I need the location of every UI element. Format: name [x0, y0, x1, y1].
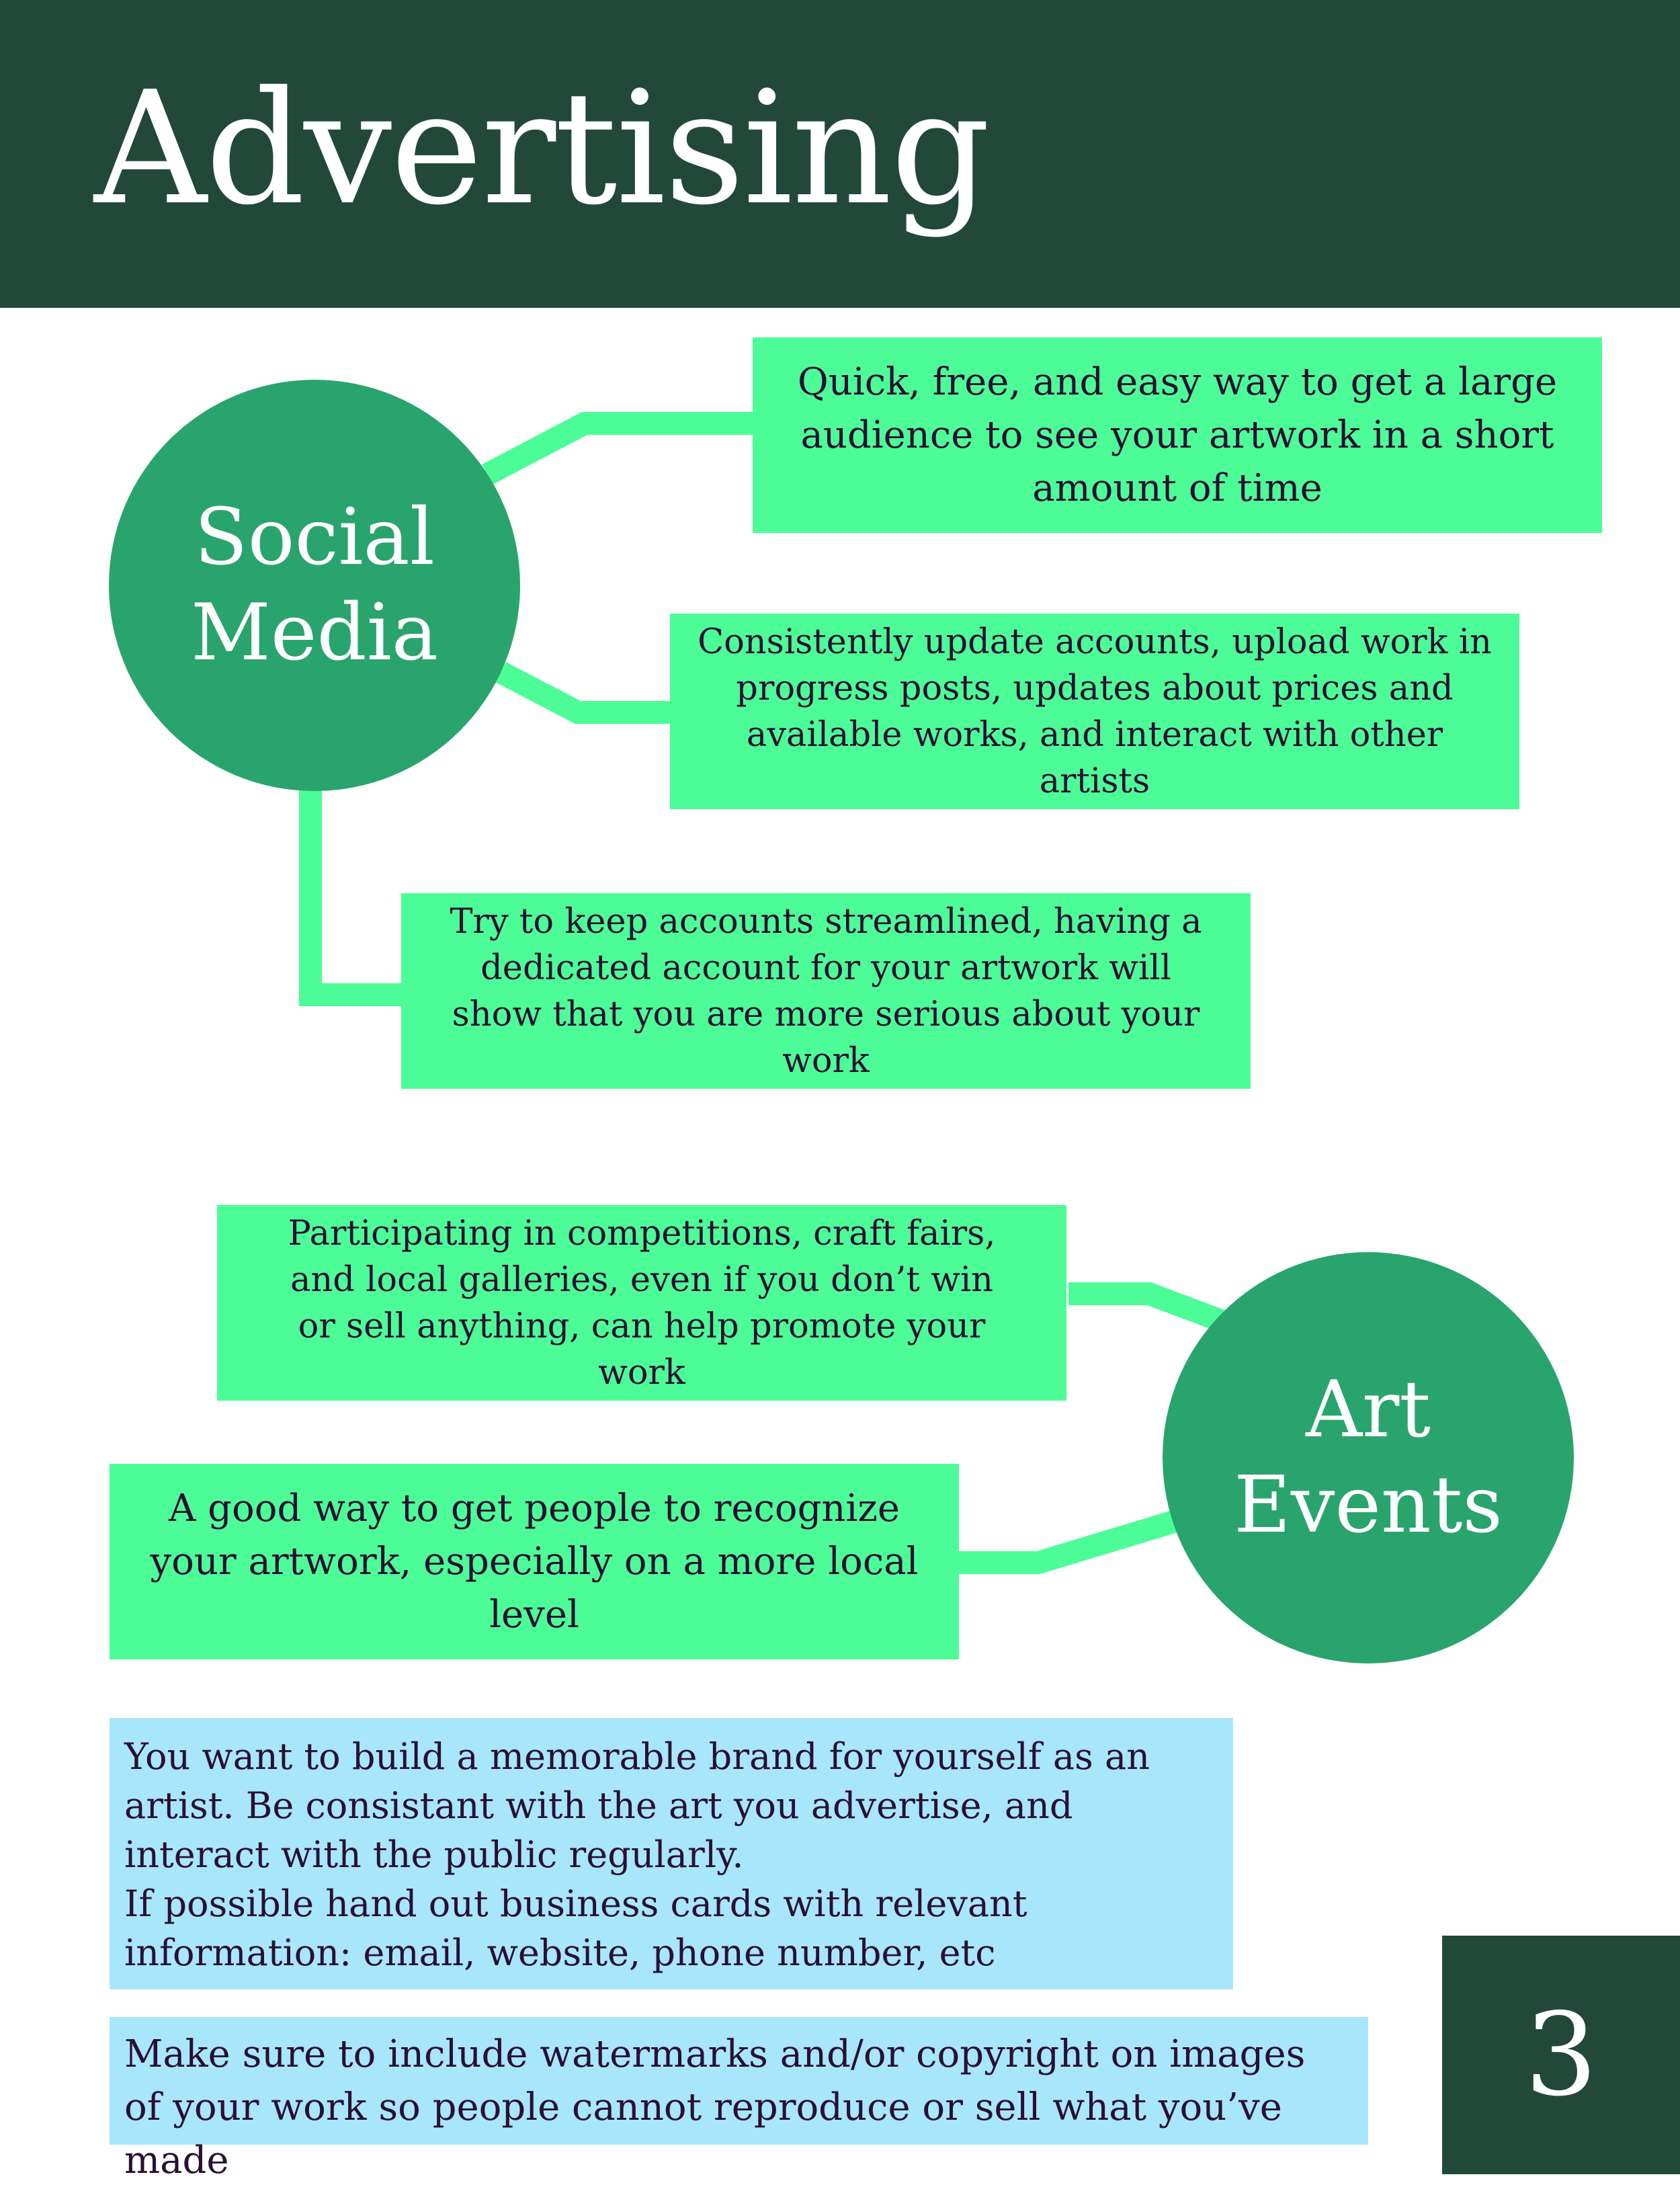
art-events-tip-1 — [217, 1205, 1066, 1401]
social-media-tip-2-text: Consistently update accounts, upload work in progress posts, updates about prices and available works, and interact with other artists — [698, 622, 1492, 801]
art-events-label-line-1: Art — [1306, 1364, 1431, 1456]
social-media-tip-1-text: Quick, free, and easy way to get a large audience to see your artwork in a short amount of time — [797, 360, 1558, 510]
branding-note — [110, 1718, 1233, 1989]
connector-events-tip-1 — [1068, 1294, 1230, 1324]
social-media-label-line-1: Social — [194, 492, 435, 583]
art-events-tip-2 — [110, 1464, 959, 1659]
social-media-tip-2 — [670, 614, 1519, 809]
art-events-tip-1-text: Participating in competitions, craft fairs, and local galleries, even if you don’t win or sell anything, can help promote your work — [288, 1213, 996, 1393]
art-events-label-line-2: Events — [1234, 1460, 1503, 1551]
branding-note-text-1: You want to build a memorable brand for yourself as an artist. Be consistant with the art you advertise, and interact with the public regularly. — [124, 1735, 1150, 1876]
watermark-note — [110, 2017, 1368, 2182]
social-media-tip-3 — [401, 893, 1251, 1089]
art-events-circle — [1163, 1252, 1574, 1663]
connector-social-tip-2 — [501, 672, 672, 712]
connector-social-tip-3 — [310, 786, 403, 995]
page-number-badge — [1442, 1936, 1680, 2174]
social-media-tip-3-text: Try to keep accounts streamlined, having a dedicated account for your artwork will show that you are more serious about your work — [450, 901, 1202, 1081]
social-media-circle — [109, 380, 520, 791]
branding-note-text-2: If possible hand out business cards with relevant information: email, website, phone number, etc — [124, 1883, 1027, 1974]
connector-events-tip-2 — [958, 1519, 1183, 1563]
watermark-note-text: Make sure to include watermarks and/or copyright on images of your work so people cannot reproduce or sell what you’ve made — [124, 2032, 1306, 2182]
page-number: 3 — [1524, 1988, 1598, 2122]
art-events-tip-2-text: A good way to get people to recognize your artwork, especially on a more local level — [150, 1487, 919, 1637]
connector-social-tip-1 — [487, 423, 756, 474]
social-media-label-line-2: Media — [191, 587, 438, 678]
social-media-tip-1 — [753, 337, 1602, 533]
page-title: Advertising — [94, 58, 989, 239]
